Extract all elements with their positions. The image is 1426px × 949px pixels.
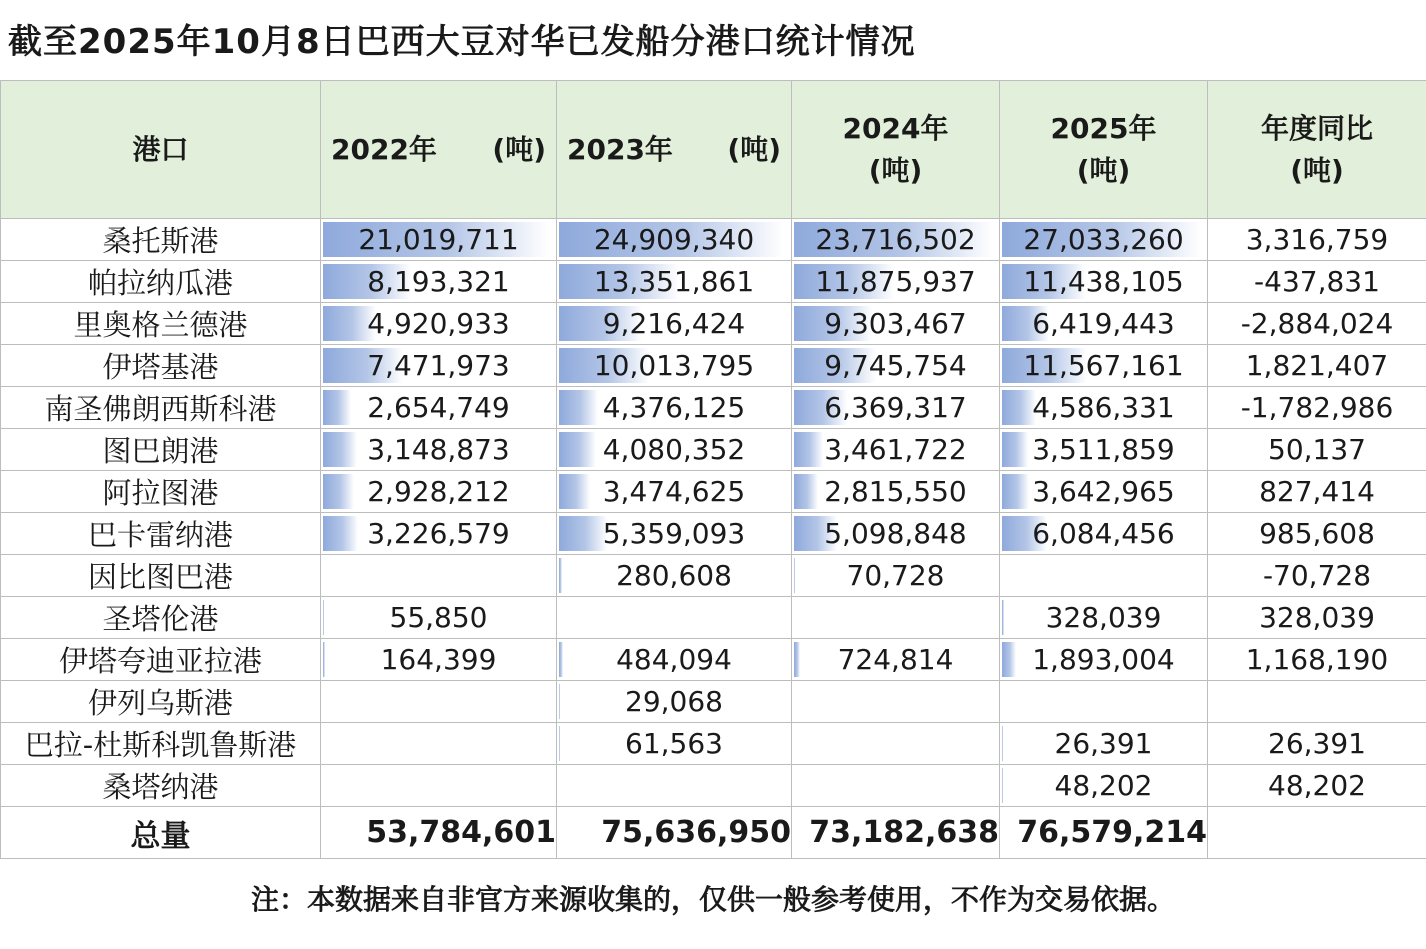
value-cell-y2022: [321, 681, 557, 723]
port-name-cell: [1, 639, 321, 681]
cell-value: 3,316,759: [1245, 223, 1389, 256]
data-bar: [1002, 642, 1016, 677]
value-cell-y2024: [792, 429, 1000, 471]
table-row: [1, 555, 1426, 597]
data-bar: [794, 432, 823, 467]
port-name: 桑托斯港: [102, 224, 219, 258]
value-cell-y2024: [792, 765, 1000, 807]
data-bar: [794, 558, 795, 593]
data-bar: [559, 390, 598, 425]
value-cell-y2024: [792, 471, 1000, 513]
cell-value: 724,814: [837, 643, 954, 676]
cell-value: 4,586,331: [1032, 391, 1175, 424]
data-bar: [1002, 432, 1028, 467]
value-cell-yoy: [1208, 429, 1426, 471]
cell-value: 328,039: [1045, 601, 1162, 634]
total-2022: 53,784,601: [321, 807, 557, 859]
port-statistics-table: [0, 80, 1426, 859]
cell-value: 3,226,579: [367, 517, 510, 550]
value-cell-y2025: [1000, 513, 1208, 555]
table-row: [1, 513, 1426, 555]
value-cell-y2025: [1000, 597, 1208, 639]
value-cell-y2022: [321, 429, 557, 471]
value-cell-y2023: [557, 597, 792, 639]
value-cell-y2023: [557, 555, 792, 597]
cell-value: 1,893,004: [1032, 643, 1175, 676]
value-cell-y2023: [557, 471, 792, 513]
cell-value: -70,728: [1262, 559, 1372, 592]
cell-value: 70,728: [846, 559, 945, 592]
cell-value: 6,419,443: [1032, 307, 1175, 340]
value-cell-yoy: [1208, 555, 1426, 597]
total-2025: 76,579,214: [1000, 807, 1208, 859]
port-name-cell: [1, 387, 321, 429]
table-row: [1, 219, 1426, 261]
port-name: 巴卡雷纳港: [87, 518, 233, 552]
cell-value: 11,567,161: [1023, 349, 1184, 382]
data-bar: [1002, 600, 1004, 635]
table-row: [1, 723, 1426, 765]
port-name: 阿拉图港: [102, 476, 219, 510]
value-cell-yoy: [1208, 681, 1426, 723]
cell-value: 328,039: [1259, 601, 1375, 634]
data-bar: [559, 558, 562, 593]
port-name: 伊列乌斯港: [87, 686, 233, 720]
value-cell-y2025: [1000, 387, 1208, 429]
value-cell-y2023: [557, 723, 792, 765]
value-cell-yoy: [1208, 303, 1426, 345]
cell-value: 1,821,407: [1245, 349, 1389, 382]
value-cell-y2022: [321, 765, 557, 807]
value-cell-y2024: [792, 723, 1000, 765]
value-cell-yoy: [1208, 765, 1426, 807]
value-cell-y2025: [1000, 765, 1208, 807]
value-cell-y2022: [321, 219, 557, 261]
cell-value: 11,438,105: [1023, 265, 1184, 298]
value-cell-y2025: [1000, 681, 1208, 723]
cell-value: 21,019,711: [358, 223, 519, 256]
header-2022: 2022年 (吨): [321, 81, 557, 219]
value-cell-y2024: [792, 387, 1000, 429]
port-name-cell: [1, 303, 321, 345]
port-name-cell: [1, 345, 321, 387]
cell-value: 4,376,125: [602, 391, 746, 424]
value-cell-y2025: [1000, 261, 1208, 303]
cell-value: 8,193,321: [367, 265, 510, 298]
header-2023: 2023年 (吨): [557, 81, 792, 219]
value-cell-y2024: [792, 597, 1000, 639]
value-cell-y2022: [321, 261, 557, 303]
data-bar: [559, 684, 560, 719]
table-row: [1, 303, 1426, 345]
table-row: [1, 387, 1426, 429]
port-name: 因比图巴港: [87, 560, 233, 594]
cell-value: 4,080,352: [602, 433, 746, 466]
totals-label: 总量: [1, 807, 321, 859]
value-cell-yoy: [1208, 219, 1426, 261]
value-cell-y2025: [1000, 471, 1208, 513]
value-cell-y2023: [557, 639, 792, 681]
cell-value: 827,414: [1259, 475, 1375, 508]
value-cell-y2024: [792, 303, 1000, 345]
page-title: 截至2025年10月8日巴西大豆对华已发船分港口统计情况: [8, 22, 916, 62]
value-cell-y2023: [557, 429, 792, 471]
value-cell-y2022: [321, 471, 557, 513]
data-bar: [323, 600, 324, 635]
value-cell-y2023: [557, 345, 792, 387]
cell-value: 5,098,848: [824, 517, 967, 550]
value-cell-y2022: [321, 639, 557, 681]
value-cell-y2023: [557, 765, 792, 807]
port-name-cell: [1, 723, 321, 765]
value-cell-y2022: [321, 555, 557, 597]
cell-value: 6,369,317: [824, 391, 967, 424]
value-cell-y2022: [321, 303, 557, 345]
cell-value: -1,782,986: [1240, 391, 1394, 424]
cell-value: 3,474,625: [602, 475, 746, 508]
value-cell-y2022: [321, 723, 557, 765]
cell-value: 280,608: [616, 559, 732, 592]
data-bar: [323, 516, 358, 551]
table-row: [1, 639, 1426, 681]
value-cell-y2025: [1000, 345, 1208, 387]
cell-value: -437,831: [1254, 265, 1380, 298]
totals-row: [1, 807, 1426, 859]
cell-value: -2,884,024: [1240, 307, 1394, 340]
data-bar: [323, 432, 357, 467]
value-cell-yoy: [1208, 513, 1426, 555]
value-cell-y2023: [557, 681, 792, 723]
cell-value: 48,202: [1054, 769, 1153, 802]
cell-value: 9,303,467: [824, 307, 967, 340]
cell-value: 9,745,754: [824, 349, 967, 382]
value-cell-y2022: [321, 387, 557, 429]
cell-value: 26,391: [1054, 727, 1153, 760]
port-name-cell: [1, 555, 321, 597]
cell-value: 2,654,749: [367, 391, 510, 424]
value-cell-y2025: [1000, 555, 1208, 597]
cell-value: 10,013,795: [593, 349, 755, 382]
value-cell-yoy: [1208, 639, 1426, 681]
value-cell-yoy: [1208, 345, 1426, 387]
value-cell-y2024: [792, 261, 1000, 303]
cell-value: 6,084,456: [1032, 517, 1175, 550]
value-cell-y2023: [557, 387, 792, 429]
port-name-cell: [1, 597, 321, 639]
cell-value: 11,875,937: [815, 265, 976, 298]
value-cell-y2022: [321, 597, 557, 639]
data-bar: [1002, 474, 1029, 509]
value-cell-y2025: [1000, 723, 1208, 765]
data-bar: [559, 474, 590, 509]
value-cell-y2024: [792, 345, 1000, 387]
data-bar: [323, 474, 354, 509]
port-name: 南圣佛朗西斯科港: [44, 392, 277, 426]
cell-value: 3,642,965: [1032, 475, 1175, 508]
data-bar: [323, 642, 325, 677]
value-cell-y2024: [792, 219, 1000, 261]
table-row: [1, 681, 1426, 723]
data-bar: [559, 726, 560, 761]
data-bar: [559, 642, 563, 677]
cell-value: 1,168,190: [1245, 643, 1389, 676]
data-bar: [794, 474, 818, 509]
value-cell-y2024: [792, 681, 1000, 723]
value-cell-y2022: [321, 345, 557, 387]
value-cell-y2023: [557, 303, 792, 345]
cell-value: 3,461,722: [824, 433, 967, 466]
total-yoy: [1208, 807, 1426, 859]
value-cell-y2022: [321, 513, 557, 555]
port-name: 帕拉纳瓜港: [87, 266, 233, 300]
port-name: 巴拉-杜斯科凯鲁斯港: [24, 728, 297, 762]
cell-value: 3,148,873: [367, 433, 510, 466]
table-row: [1, 765, 1426, 807]
data-bar: [1002, 390, 1036, 425]
data-bar: [794, 642, 800, 677]
value-cell-yoy: [1208, 387, 1426, 429]
value-cell-y2025: [1000, 219, 1208, 261]
value-cell-y2023: [557, 261, 792, 303]
table-row: [1, 429, 1426, 471]
cell-value: 484,094: [616, 643, 732, 676]
header-2025: 2025年 (吨): [1000, 81, 1208, 219]
port-name-cell: [1, 471, 321, 513]
value-cell-y2024: [792, 639, 1000, 681]
header-yoy: 年度同比 (吨): [1208, 81, 1426, 219]
cell-value: 26,391: [1268, 727, 1366, 760]
total-2024: 73,182,638: [792, 807, 1000, 859]
cell-value: 3,511,859: [1032, 433, 1175, 466]
header-port: 港口: [1, 81, 321, 219]
port-name: 桑塔纳港: [102, 770, 219, 804]
cell-value: 164,399: [380, 643, 497, 676]
port-name-cell: [1, 429, 321, 471]
value-cell-yoy: [1208, 261, 1426, 303]
header-row: [1, 81, 1426, 219]
value-cell-yoy: [1208, 597, 1426, 639]
port-name: 里奥格兰德港: [73, 308, 248, 342]
value-cell-yoy: [1208, 471, 1426, 513]
cell-value: 2,928,212: [367, 475, 510, 508]
total-2023: 75,636,950: [557, 807, 792, 859]
disclaimer-note: 注：本数据来自非官方来源收集的，仅供一般参考使用，不作为交易依据。: [250, 883, 1175, 916]
port-name-cell: [1, 261, 321, 303]
port-name-cell: [1, 513, 321, 555]
data-bar: [559, 516, 607, 551]
data-bar: [323, 390, 351, 425]
value-cell-y2023: [557, 513, 792, 555]
port-name: 伊塔基港: [102, 350, 219, 384]
cell-value: 7,471,973: [367, 349, 510, 382]
data-bar: [559, 432, 596, 467]
cell-value: 4,920,933: [367, 307, 510, 340]
cell-value: 5,359,093: [602, 517, 746, 550]
cell-value: 50,137: [1268, 433, 1366, 466]
port-name-cell: [1, 681, 321, 723]
table-row: [1, 261, 1426, 303]
table-row: [1, 471, 1426, 513]
port-name-cell: [1, 219, 321, 261]
data-bar: [1002, 726, 1003, 761]
cell-value: 13,351,861: [593, 265, 755, 298]
value-cell-y2024: [792, 555, 1000, 597]
header-2024: 2024年 (吨): [792, 81, 1000, 219]
table-row: [1, 345, 1426, 387]
value-cell-y2024: [792, 513, 1000, 555]
value-cell-y2023: [557, 219, 792, 261]
cell-value: 27,033,260: [1023, 223, 1184, 256]
value-cell-y2025: [1000, 429, 1208, 471]
cell-value: 23,716,502: [815, 223, 976, 256]
port-name: 圣塔伦港: [102, 602, 219, 636]
cell-value: 9,216,424: [602, 307, 746, 340]
value-cell-yoy: [1208, 723, 1426, 765]
port-name: 图巴朗港: [102, 434, 219, 468]
table-row: [1, 597, 1426, 639]
cell-value: 2,815,550: [824, 475, 967, 508]
cell-value: 29,068: [625, 685, 723, 718]
cell-value: 24,909,340: [593, 223, 755, 256]
data-bar: [1002, 768, 1003, 803]
value-cell-y2025: [1000, 303, 1208, 345]
value-cell-y2025: [1000, 639, 1208, 681]
port-name-cell: [1, 765, 321, 807]
port-name: 伊塔夸迪亚拉港: [58, 644, 262, 678]
cell-value: 48,202: [1268, 769, 1366, 802]
cell-value: 985,608: [1259, 517, 1375, 550]
cell-value: 61,563: [625, 727, 723, 760]
cell-value: 55,850: [389, 601, 488, 634]
